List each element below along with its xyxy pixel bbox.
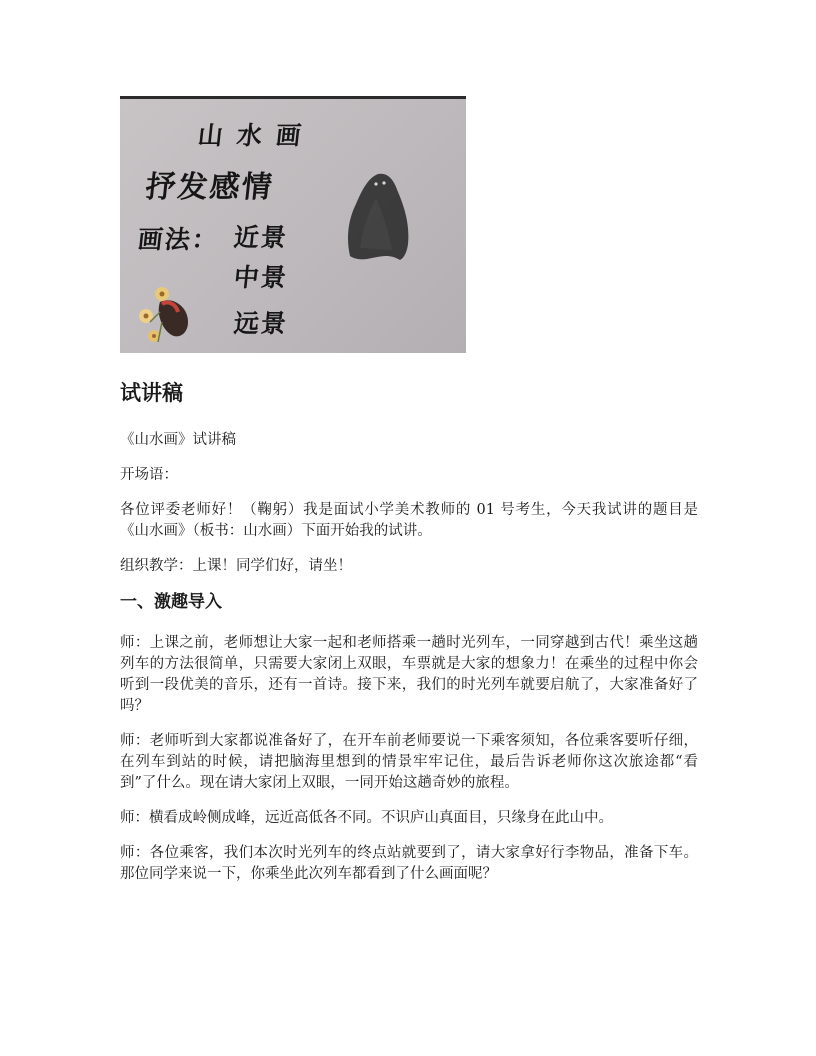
handwriting-emotion: 抒发感情 (143, 170, 276, 205)
photo-top-edge (120, 96, 466, 99)
blackboard-photo (120, 96, 466, 353)
document-page (120, 96, 698, 899)
document-title: 试讲稿 (120, 381, 183, 405)
paragraph-greeting: 各位评委老师好！（鞠躬）我是面试小学美术教师的 01 号考生，今天我试讲的题目是《山水画》（板书：山水画）下面开始我的试讲。 (120, 502, 698, 540)
paragraph-organize: 组织教学：上课！同学们好，请坐！ (120, 558, 352, 575)
handwriting-method: 画法： (136, 225, 221, 254)
paragraph-arrival: 师：各位乘客，我们本次时光列车的终点站就要到了，请大家拿好行李物品，准备下车。那位同学来说一下，你乘坐此次列车都看到了什么画面呢？ (120, 845, 698, 883)
handwriting-middle: 中景 (232, 263, 290, 292)
handwriting-far: 远景 (232, 309, 290, 338)
paragraph-subtitle: 《山水画》试讲稿 (120, 432, 236, 449)
paragraph-train-intro: 师：上课之前，老师想让大家一起和老师搭乘一趟时光列车，一同穿越到古代！乘坐这趟列车的方法很简单，只需要大家闭上双眼，车票就是大家的想象力！在乘坐的过程中你会听到一段优美的音乐，还有一首诗。接下来，我们的时光列车就要启航了，大家准备好了吗？ (120, 635, 698, 715)
handwriting-title: 山水画 (196, 121, 317, 150)
paragraph-passenger-notice: 师：老师听到大家都说准备好了，在开车前老师要说一下乘客须知，各位乘客要听仔细，在列车到站的时候，请把脑海里想到的情景牢牢记住，最后告诉老师你这次旅途都“看到”了什么。现在请大家闭上双眼，一同开始这趟奇妙的旅程。 (120, 733, 698, 792)
paragraph-poem: 师：横看成岭侧成峰，远近高低各不同。不识庐山真面目，只缘身在此山中。 (120, 810, 613, 827)
section-heading-intro: 一、激趣导入 (120, 592, 222, 613)
handwriting-near: 近景 (232, 223, 290, 252)
ink-mountain-drawing (338, 168, 418, 262)
paragraph-opening-label: 开场语： (120, 467, 178, 484)
flower-sticker-drawing (132, 282, 192, 350)
